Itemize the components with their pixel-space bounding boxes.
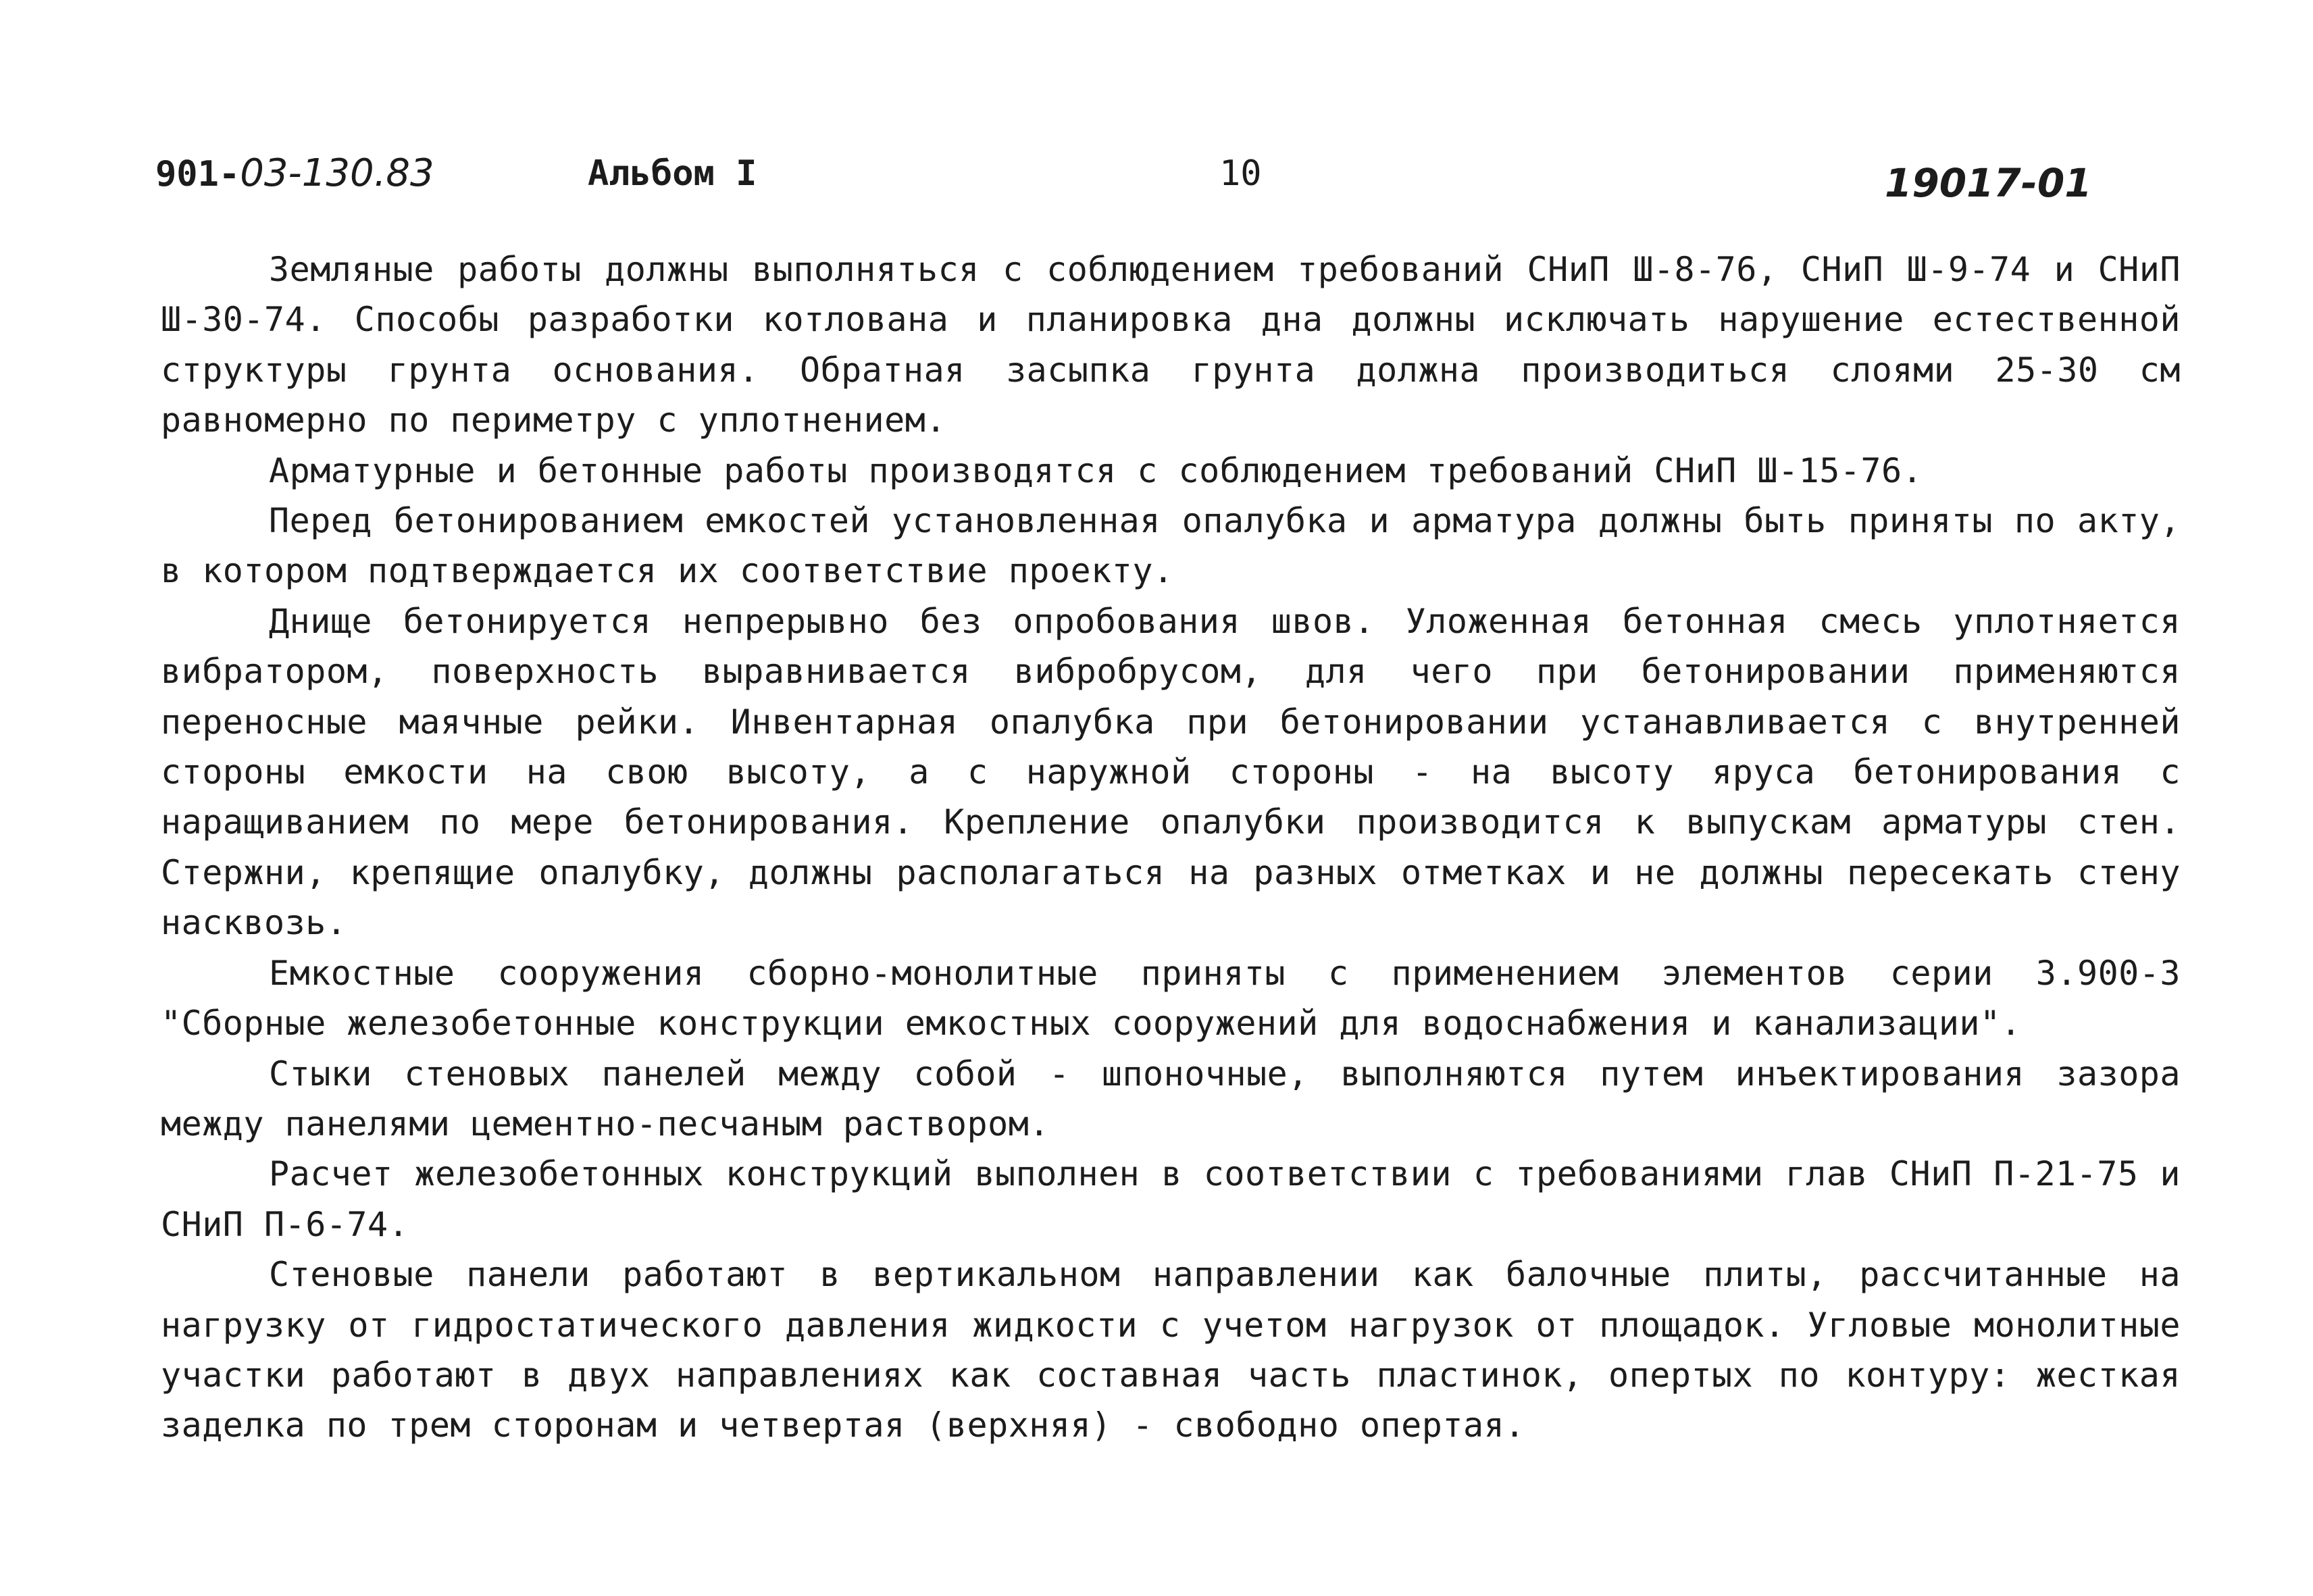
document-code-printed: 901- [155,154,240,195]
page-number: 10 [1219,153,1262,194]
document-code [155,150,434,198]
paragraph-wall-panel-joints: Стыки стеновых панелей между собой - шпоночные, выполняются путем инъектирования зазора между панелями цементно-песчаным раствором. [161,1054,2181,1143]
paragraph-formwork-acceptance: Перед бетонированием емкостей установленная опалубка и арматура должны быть приняты по акту, в котором подтверждается их соответствие проекту. [161,501,2181,591]
paragraph-structural-calculation: Расчет железобетонных конструкций выполнен в соответствии с требованиями глав СНиП П-21-75 и СНиП П-6-74. [161,1154,2181,1244]
page-header [155,150,2155,211]
paragraph-earthworks: Земляные работы должны выполняться с соблюдением требований СНиП Ш-8-76, СНиП Ш-9-74 и СНиП Ш-30-74. Способы разработки котлована и планировка дна должны исключать нарушение естественной структуры грунта основания. Обратная засыпка грунта должна производиться слоями 25-30 см равномерно по периметру с уплотнением. [161,250,2181,440]
inventory-number: 19017-01 [1885,160,2092,206]
document-code-handwritten: 03-130.83 [240,151,434,195]
paragraph-wall-panels-work: Стеновые панели работают в вертикальном направлении как балочные плиты, рассчитанные на нагрузку от гидростатического давления жидкости с учетом нагрузок от площадок. Угловые монолитные участки работают в двух направлениях как составная часть пластинок, опертых по контуру: жесткая заделка по трем сторонам и четвертая (верхняя) - свободно опертая. [161,1255,2181,1445]
paragraph-reinforcement-concrete-works: Арматурные и бетонные работы производятся с соблюдением требований СНиП Ш-15-76. [269,451,1923,490]
paragraph-bottom-concreting: Днище бетонируется непрерывно без опробования швов. Уложенная бетонная смесь уплотняется вибратором, поверхность выравнивается вибробрусом, для чего при бетонировании применяются переносные маячные рейки. Инвентарная опалубка при бетонировании устанавливается с внутренней стороны емкости на свою высоту, а с наружной стороны - на высоту яруса бетонирования с наращиванием по мере бетонирования. Крепление опалубки производится к выпускам арматуры стен. Стержни, крепящие опалубку, должны располагаться на разных отметках и не должны пересекать стену насквозь. [161,601,2181,943]
album-label: Альбом I [588,153,757,194]
body-text [161,244,2181,1451]
paragraph-precast-monolithic-tanks: Емкостные сооружения сборно-монолитные приняты с применением элементов серии 3.900-3 "Сборные железобетонные конструкции емкостных сооружений для водоснабжения и канализации". [161,953,2181,1044]
